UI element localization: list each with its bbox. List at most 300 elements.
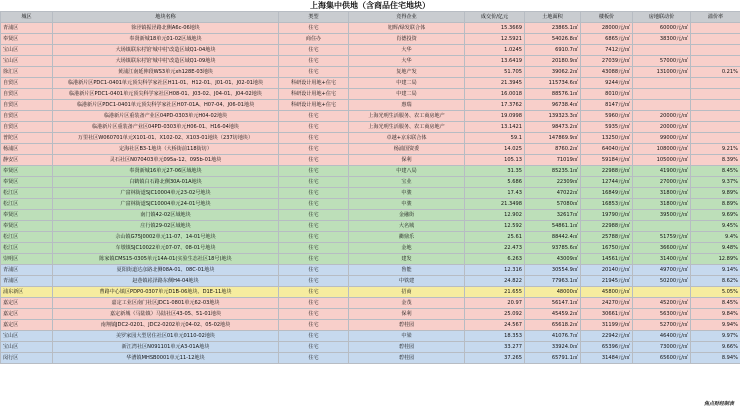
district-cell: 杨浦区 [1,144,53,155]
table-row [1,331,740,342]
land-area-cell: 43009㎡ [525,254,581,265]
buyer-cell: 中建二局 [349,78,465,89]
linked-price-cell: 20000元/㎡ [633,122,691,133]
floor-price-cell: 22942元/㎡ [581,331,633,342]
linked-price-cell: 105000元/㎡ [633,155,691,166]
type-cell: 住宅 [279,111,349,122]
premium-cell: 9.14% [691,265,740,276]
buyer-cell: 碧桂园 [349,320,465,331]
table-row [1,287,740,298]
parcel-name-cell: 临港新片区重装备产业区04PD-0303单元H06-01、H16-04地块 [53,122,279,133]
price-cell: 20.97 [465,298,525,309]
linked-price-cell: 36600元/㎡ [633,243,691,254]
type-cell: 商住办 [279,34,349,45]
buyer-cell: 中建二局 [349,89,465,100]
floor-price-cell: 31484元/㎡ [581,353,633,364]
buyer-cell: 上海光明生活服务、农工商房地产 [349,111,465,122]
buyer-cell: 卓越+京东联合体 [349,133,465,144]
parcel-name-cell: 美罗家园大型居住社区01单元0110-02地块 [53,331,279,342]
land-area-cell: 65618.2㎡ [525,320,581,331]
floor-price-cell: 25788元/㎡ [581,232,633,243]
district-cell: 松江区 [1,188,53,199]
price-cell: 24.567 [465,320,525,331]
floor-price-cell: 13250元/㎡ [581,133,633,144]
land-area-cell: 77963.1㎡ [525,276,581,287]
district-cell: 奉贤区 [1,210,53,221]
price-cell: 105.13 [465,155,525,166]
parcel-name-cell: 曹路中心镇区PDP0-0307单元D1B-06地块、D1E-11地块 [53,287,279,298]
district-cell: 奉贤区 [1,166,53,177]
premium-cell [691,133,740,144]
premium-cell: 9.37% [691,177,740,188]
district-cell: 自贸区 [1,122,53,133]
linked-price-cell: 65600元/㎡ [633,353,691,364]
premium-cell [691,122,740,133]
floor-price-cell: 59184元/㎡ [581,155,633,166]
parcel-name-cell: 广富林街道SJC10004单元23-02号地块 [53,188,279,199]
price-cell: 19.0998 [465,111,525,122]
floor-price-cell: 8010元/㎡ [581,89,633,100]
land-area-cell: 88442.4㎡ [525,232,581,243]
floor-price-cell: 16750元/㎡ [581,243,633,254]
linked-price-cell: 45200元/㎡ [633,298,691,309]
district-cell: 嘉定区 [1,298,53,309]
premium-cell [691,111,740,122]
district-cell: 宝山区 [1,45,53,56]
buyer-cell: 衢鼎乐 [349,232,465,243]
land-area-cell: 47022㎡ [525,188,581,199]
land-area-cell: 96738.4㎡ [525,100,581,111]
price-cell: 16.0018 [465,89,525,100]
land-area-cell: 88576.1㎡ [525,89,581,100]
type-cell: 科研设计用地+住宅 [279,78,349,89]
table-row [1,78,740,89]
land-area-cell: 33924.0㎡ [525,342,581,353]
type-cell: 住宅 [279,122,349,133]
linked-price-cell [633,89,691,100]
table-row [1,133,740,144]
linked-price-cell [633,287,691,298]
buyer-cell: 中骏 [349,188,465,199]
price-cell: 25.092 [465,309,525,320]
floor-price-cell: 43088元/㎡ [581,67,633,78]
price-cell: 12.592 [465,221,525,232]
type-cell: 住宅 [279,177,349,188]
parcel-name-cell: 南翔镇JDC2-0201、JDC2-0202单元04-02、05-02地块 [53,320,279,331]
parcel-name-cell: 临港新片区重装备产业区04PD-0303单元H04-02地块 [53,111,279,122]
type-cell: 住宅 [279,199,349,210]
district-cell: 自贸区 [1,89,53,100]
type-cell: 住宅 [279,56,349,67]
floor-price-cell: 45800元/㎡ [581,287,633,298]
table-header-row [1,12,740,23]
premium-cell: 9.89% [691,188,740,199]
land-area-cell: 39062.2㎡ [525,67,581,78]
buyer-cell: 中建八局 [349,166,465,177]
table-row [1,199,740,210]
buyer-cell: 复地产发 [349,67,465,78]
floor-price-cell: 14561元/㎡ [581,254,633,265]
parcel-name-cell: 大场镇联东村馆'城中村'改造区域Q1-09地块 [53,56,279,67]
land-area-cell: 23865.1㎡ [525,23,581,34]
premium-cell [691,89,740,100]
type-cell: 住宅 [279,353,349,364]
linked-price-cell [633,45,691,56]
table-row [1,67,740,78]
table-row [1,265,740,276]
linked-price-cell: 38300元/㎡ [633,34,691,45]
floor-price-cell: 28000元/㎡ [581,23,633,34]
price-cell: 13.6419 [465,56,525,67]
premium-cell: 5.05% [691,287,740,298]
premium-cell: 9.48% [691,243,740,254]
linked-price-cell: 39500元/㎡ [633,210,691,221]
type-cell: 住宅 [279,309,349,320]
table-row [1,309,740,320]
buyer-cell: 中梁 [349,331,465,342]
type-cell: 住宅 [279,23,349,34]
district-cell: 浦东新区 [1,287,53,298]
parcel-name-cell: 临港新片区PDC1-0401单元顶尖科学家社区H11-01、H12-01、J01-01、J02-01地块 [53,78,279,89]
premium-cell: 9.66% [691,342,740,353]
premium-cell: 12.89% [691,254,740,265]
col-header-district: 城区 [1,12,53,23]
parcel-name-cell: 庄行镇29-02区域地块 [53,221,279,232]
floor-price-cell: 20140元/㎡ [581,265,633,276]
parcel-name-cell: 嘉定工业区南门社区JDC1-0801单元62-03地块 [53,298,279,309]
buyer-cell: 大名城 [349,221,465,232]
col-header-linked-price: 房地联动价 [633,12,691,23]
price-cell: 51.705 [465,67,525,78]
price-cell: 59.1 [465,133,525,144]
district-cell: 奉贤区 [1,221,53,232]
land-area-cell: 93785.6㎡ [525,243,581,254]
land-area-cell: 6910.7㎡ [525,45,581,56]
district-cell: 静安区 [1,155,53,166]
type-cell: 住宅 [279,320,349,331]
table-row [1,89,740,100]
price-cell: 14.025 [465,144,525,155]
land-area-cell: 56147.1㎡ [525,298,581,309]
price-cell: 21.3945 [465,78,525,89]
buyer-cell: 上海光明生活服务、农工商房地产 [349,122,465,133]
linked-price-cell: 57000元/㎡ [633,56,691,67]
premium-cell: 9.45% [691,221,740,232]
table-row [1,100,740,111]
district-cell: 松江区 [1,199,53,210]
parcel-name-cell: 临港新片区PDC1-0401单元顶尖科学家社区H08-01、J03-02、J04-01、J04-02地块 [53,89,279,100]
land-area-cell: 20180.9㎡ [525,56,581,67]
linked-price-cell: 73000元/㎡ [633,342,691,353]
linked-price-cell: 20000元/㎡ [633,111,691,122]
land-area-cell: 48000㎡ [525,287,581,298]
price-cell: 18.353 [465,331,525,342]
table-row [1,243,740,254]
land-area-cell: 98473.2㎡ [525,122,581,133]
col-header-land-area: 土地面积 [525,12,581,23]
parcel-name-cell: 华漕镇MHSB0001单元11-12地块 [53,353,279,364]
floor-price-cell: 5960元/㎡ [581,111,633,122]
col-header-price: 成交价/亿元 [465,12,525,23]
buyer-cell: 宝业 [349,177,465,188]
type-cell: 住宅 [279,342,349,353]
type-cell: 住宅 [279,265,349,276]
linked-price-cell: 41900元/㎡ [633,166,691,177]
parcel-name-cell: 奉贤新城16单元27-06区域地块 [53,166,279,177]
land-area-cell: 57080㎡ [525,199,581,210]
parcel-name-cell: 白鹤镇白石路北侧30A-01A地块 [53,177,279,188]
type-cell: 科研设计用地+住宅 [279,100,349,111]
floor-price-cell: 27039元/㎡ [581,56,633,67]
floor-price-cell: 16849元/㎡ [581,188,633,199]
premium-cell: 8.62% [691,276,740,287]
type-cell: 科研设计用地+住宅 [279,89,349,100]
premium-cell: 8.89% [691,199,740,210]
district-cell: 嘉定区 [1,320,53,331]
table-row [1,353,740,364]
buyer-cell: 金地 [349,243,465,254]
parcel-name-cell: 万里社区W060701单元X101-01、X102-02、X103-01地块（237坊地块） [53,133,279,144]
price-cell: 12.5921 [465,34,525,45]
buyer-cell: 碧桂园 [349,342,465,353]
price-cell: 13.1421 [465,122,525,133]
col-header-premium: 溢价率 [691,12,740,23]
parcel-name-cell: 灵石社区N070403单元095a-12、095b-01地块 [53,155,279,166]
type-cell: 住宅 [279,45,349,56]
land-area-cell: 54861.1㎡ [525,221,581,232]
table-row [1,111,740,122]
land-area-cell: 71019㎡ [525,155,581,166]
premium-cell: 9.84% [691,309,740,320]
type-cell: 住宅 [279,254,349,265]
buyer-cell: 招商 [349,287,465,298]
table-row [1,210,740,221]
floor-price-cell: 21945元/㎡ [581,276,633,287]
premium-cell: 9.97% [691,331,740,342]
premium-cell: 9.21% [691,144,740,155]
land-area-cell: 65791.1㎡ [525,353,581,364]
linked-price-cell: 108000元/㎡ [633,144,691,155]
type-cell: 住宅 [279,276,349,287]
district-cell: 青浦区 [1,276,53,287]
floor-price-cell: 19790元/㎡ [581,210,633,221]
type-cell: 住宅 [279,210,349,221]
premium-cell [691,56,740,67]
linked-price-cell [633,100,691,111]
table-body [1,23,740,364]
district-cell: 自贸区 [1,111,53,122]
land-area-cell: 41076.7㎡ [525,331,581,342]
district-cell: 徐汇区 [1,67,53,78]
price-cell: 12.316 [465,265,525,276]
premium-cell [691,45,740,56]
district-cell: 青浦区 [1,265,53,276]
parcel-name-cell: 新江湾社区N091101单元A3-01A地块 [53,342,279,353]
buyer-cell: 金融街 [349,210,465,221]
source-credit: 焦点财经制表 [703,401,734,407]
land-area-cell: 115734.6㎡ [525,78,581,89]
premium-cell: 8.94% [691,353,740,364]
linked-price-cell: 50200元/㎡ [633,276,691,287]
premium-cell: 9.69% [691,210,740,221]
price-cell: 5.686 [465,177,525,188]
linked-price-cell: 99000元/㎡ [633,133,691,144]
linked-price-cell: 49700元/㎡ [633,265,691,276]
land-area-cell: 45459.2㎡ [525,309,581,320]
table-row [1,320,740,331]
premium-cell: 9.4% [691,232,740,243]
type-cell: 住宅 [279,67,349,78]
parcel-name-cell: 奉贤新城18单元01-02区域地块 [53,34,279,45]
price-cell: 17.3762 [465,100,525,111]
district-cell: 宝山区 [1,331,53,342]
premium-cell: 8.45% [691,166,740,177]
district-cell: 自贸区 [1,100,53,111]
floor-price-cell: 22988元/㎡ [581,221,633,232]
parcel-name-cell: 大场镇联东村馆'城中村'改造区域Q1-04地块 [53,45,279,56]
premium-cell: 0.21% [691,67,740,78]
premium-cell [691,23,740,34]
buyer-cell: 保利 [349,155,465,166]
floor-price-cell: 9244元/㎡ [581,78,633,89]
table-row [1,23,740,34]
district-cell: 宝山区 [1,56,53,67]
parcel-name-cell: 佘山镇G75J0002单元11-07、14-01号地块 [53,232,279,243]
district-cell: 自贸区 [1,78,53,89]
buyer-cell: 保利 [349,309,465,320]
buyer-cell: 中骏 [349,199,465,210]
parcel-name-cell: 车墩镇SJC10022单元07-07、08-01号地块 [53,243,279,254]
parcel-name-cell: 定海社区B3-1地块（大桥街前118街坊） [53,144,279,155]
type-cell: 住宅 [279,155,349,166]
buyer-cell: 金茂 [349,298,465,309]
type-cell: 住宅 [279,221,349,232]
table-row [1,155,740,166]
price-cell: 6.263 [465,254,525,265]
linked-price-cell [633,221,691,232]
linked-price-cell: 27000元/㎡ [633,177,691,188]
col-header-floor-price: 楼板价 [581,12,633,23]
floor-price-cell: 5935元/㎡ [581,122,633,133]
parcel-name-cell: 嘉定新城（马陆镇）马陆社区43-05、51-01地块 [53,309,279,320]
sheet-title: 上海集中供地（含商品住宅地块） [310,1,430,10]
table-row [1,232,740,243]
floor-price-cell: 7412元/㎡ [581,45,633,56]
table-row [1,177,740,188]
land-area-cell: 22309㎡ [525,177,581,188]
table-row [1,34,740,45]
type-cell: 住宅 [279,232,349,243]
buyer-cell: 大华 [349,45,465,56]
premium-cell [691,100,740,111]
col-header-buyer: 竞得企业 [349,12,465,23]
buyer-cell: 大华 [349,56,465,67]
table-row [1,56,740,67]
district-cell: 松江区 [1,232,53,243]
price-cell: 33.277 [465,342,525,353]
premium-cell [691,34,740,45]
district-cell: 崇明区 [1,254,53,265]
floor-price-cell: 30661元/㎡ [581,309,633,320]
land-table [0,11,740,364]
land-area-cell: 8760.2㎡ [525,144,581,155]
type-cell: 住宅 [279,188,349,199]
land-area-cell: 85235.1㎡ [525,166,581,177]
type-cell: 住宅 [279,298,349,309]
district-cell: 嘉定区 [1,309,53,320]
type-cell: 住宅 [279,243,349,254]
district-cell: 宝山区 [1,342,53,353]
land-area-cell: 30554.9㎡ [525,265,581,276]
type-cell: 住宅 [279,331,349,342]
linked-price-cell: 31800元/㎡ [633,188,691,199]
price-cell: 1.0245 [465,45,525,56]
linked-price-cell [633,78,691,89]
table-row [1,144,740,155]
premium-cell: 8.39% [691,155,740,166]
parcel-name-cell: 临港新片区PDC1-0401单元顶尖科学家社区H07-01A、H07-04、J06-01地块 [53,100,279,111]
district-cell: 普陀区 [1,133,53,144]
land-area-cell: 54026.8㎡ [525,34,581,45]
price-cell: 15.3669 [465,23,525,34]
buyer-cell: 建发 [349,254,465,265]
land-area-cell: 147869.9㎡ [525,133,581,144]
premium-cell [691,78,740,89]
buyer-cell: 肖德投资 [349,34,465,45]
buyer-cell: 惠瑞 [349,100,465,111]
type-cell: 住宅 [279,287,349,298]
type-cell: 住宅 [279,166,349,177]
col-header-type: 类型 [279,12,349,23]
floor-price-cell: 31199元/㎡ [581,320,633,331]
buyer-cell: 杨浦国资委 [349,144,465,155]
parcel-name-cell: 赵巷镇崧泽路东侧H4-04地块 [53,276,279,287]
price-cell: 21.655 [465,287,525,298]
buyer-cell: 鲁能 [349,265,465,276]
price-cell: 21.3498 [465,199,525,210]
floor-price-cell: 12744元/㎡ [581,177,633,188]
type-cell: 住宅 [279,133,349,144]
floor-price-cell: 16853元/㎡ [581,199,633,210]
land-area-cell: 32617㎡ [525,210,581,221]
price-cell: 25.61 [465,232,525,243]
table-row [1,45,740,56]
district-cell: 松江区 [1,243,53,254]
table-row [1,166,740,177]
buyer-cell: 旭辉/绿发联合体 [349,23,465,34]
linked-price-cell: 46400元/㎡ [633,331,691,342]
table-row [1,276,740,287]
floor-price-cell: 24270元/㎡ [581,298,633,309]
district-cell: 奉贤区 [1,34,53,45]
parcel-name-cell: 夏阳街道达彦路北侧08A-01、08C-01地块 [53,265,279,276]
buyer-cell: 碧桂园 [349,353,465,364]
type-cell: 住宅 [279,144,349,155]
floor-price-cell: 8147元/㎡ [581,100,633,111]
linked-price-cell: 51759元/㎡ [633,232,691,243]
linked-price-cell: 52700元/㎡ [633,320,691,331]
premium-cell: 8.45% [691,298,740,309]
linked-price-cell: 60000元/㎡ [633,23,691,34]
land-area-cell: 139323.3㎡ [525,111,581,122]
floor-price-cell: 6865元/㎡ [581,34,633,45]
district-cell: 闵行区 [1,353,53,364]
table-row [1,254,740,265]
price-cell: 24.822 [465,276,525,287]
linked-price-cell: 131000元/㎡ [633,67,691,78]
parcel-name-cell: 南门镇42-02区域地块 [53,210,279,221]
price-cell: 17.43 [465,188,525,199]
